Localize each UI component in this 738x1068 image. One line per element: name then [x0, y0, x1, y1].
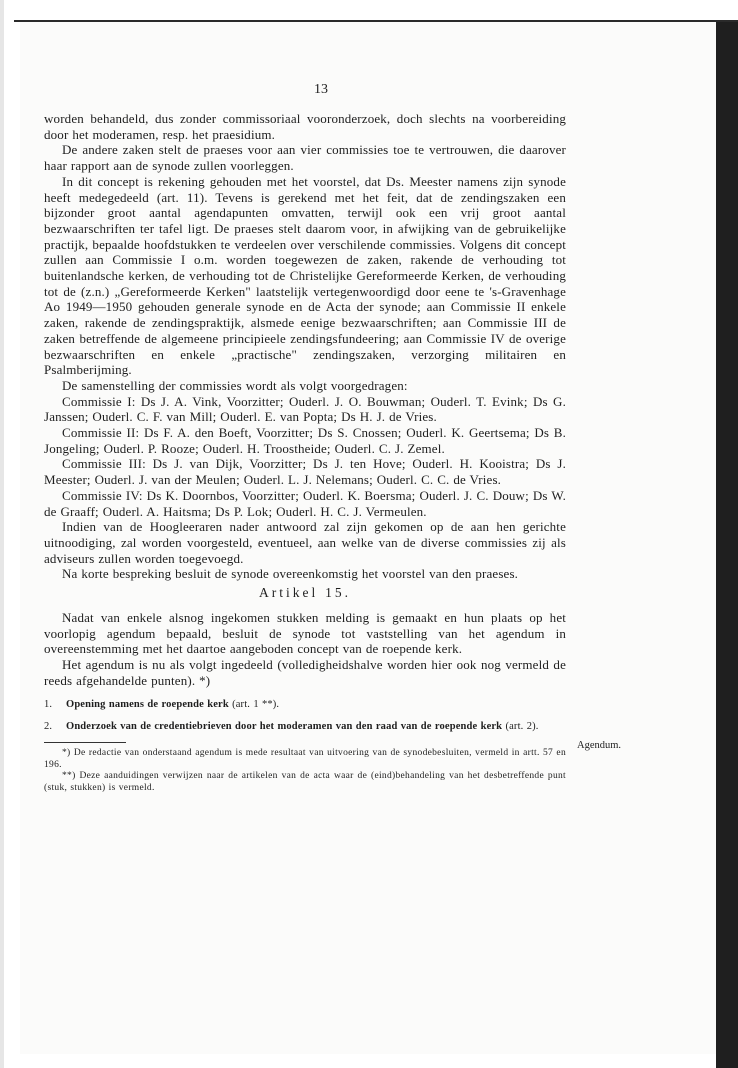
agenda-item-ref: (art. 1 **).	[232, 699, 280, 711]
commissie-paragraph: Commissie I: Ds J. A. Vink, Voorzitter; Ouderl. J. O. Bouwman; Ouderl. T. Evink; Ds G. Janssen; Ouderl. C. F. van Mill; Ouderl. E. van Popta; Ds H. J. de Vries.	[44, 393, 566, 425]
agenda-item-number: 2.	[44, 721, 53, 733]
commissie-paragraph: Commissie III: Ds J. van Dijk, Voorzitter; Ds J. ten Hove; Ouderl. H. Kooistra; Ds J. Meester; Ouderl. J. van der Meulen; Ouderl. L. J. Nelemans; Ouderl. C. C. de Vries.	[44, 456, 566, 488]
agenda-item-ref: (art. 2).	[505, 721, 539, 733]
article-paragraph: Het agendum is nu als volgt ingedeeld (volledigheidshalve worden hier ook nog vermeld de reeds afgehandelde punten). *)	[44, 656, 566, 688]
footnote: **) Deze aanduidingen verwijzen naar de artikelen van de acta waar de (eind)behandeling van het desbetreffende punt (stuk, stukken) is vermeld.	[44, 771, 566, 793]
margin-note: Agendum.	[577, 740, 622, 751]
paragraph: Na korte bespreking besluit de synode overeenkomstig het voorstel van den praeses.	[62, 566, 519, 582]
footnotes	[44, 748, 566, 794]
agenda-list	[44, 698, 566, 733]
scan-edge-right	[716, 22, 738, 1068]
page-body	[44, 111, 566, 794]
agenda-item-title: Onderzoek van de credentiebrieven door het moderamen van den raad van de roepende kerk	[66, 721, 503, 733]
page-number: 13	[314, 82, 328, 97]
article-paragraph: Nadat van enkele alsnog ingekomen stukken melding is gemaakt en hun plaats op het voorlopig agendum bepaald, besluit de synode tot vaststelling van het agendum in overeenstemming met het daartoe aangeboden concept van de roepende kerk.	[44, 609, 566, 657]
commissie-paragraph: Commissie IV: Ds K. Doornbos, Voorzitter; Ouderl. K. Boersma; Ouderl. J. C. Douw; Ds W. de Graaff; Ouderl. A. Haitsma; Ds P. Lok; Ouderl. H. C. J. Vermeulen.	[44, 487, 566, 519]
paragraph: worden behandeld, dus zonder commissoriaal vooronderzoek, doch slechts na voorbereiding door het moderamen, resp. het praesidium.	[44, 111, 566, 142]
paragraph: In dit concept is rekening gehouden met het voorstel, dat Ds. Meester namens zijn synode heeft medegedeeld (art. 11). Tevens is gerekend met het feit, dat de zendingszaken een bijzonder groot aantal agendapunten omvatten, terwijl ook een vrij groot aantal bezwaarschriften ter tafel ligt. De praeses stelt daarom voor, in afwijking van de gebruikelijke practijk, bepaalde hoofdstukken te verdeelen over verschilende commissies. Volgens dit concept zullen aan Commissie I o.m. worden toegewezen de zaken, rakende de verhouding tot buitenlandsche kerken, de verhouding tot de Christelijke Gereformeerde Kerken, de verhouding tot de (z.n.) „Gereformeerde Kerken" laatstelijk vertegenwoordigd door eene te 's-Gravenhage Ao 1949—1950 gehouden generale synode en de Acta der synode; aan Commissie II enkele zaken, rakende de zendingspraktijk, alsmede eenige bezwaarschriften; aan Commissie III de zaken betreffende de algemeene principieele zendingsfundeering; aan Commissie IV de overige bezwaarschriften en enkele „practische" zendingszaken, verzorging militairen en Psalmberijming.	[44, 173, 566, 378]
agenda-item	[44, 720, 566, 733]
paragraph: De andere zaken stelt de praeses voor aan vier commissies toe te vertrouwen, die daarover haar rapport aan de synode zullen voorleggen.	[44, 142, 566, 174]
article-heading: Artikel 15.	[259, 585, 351, 601]
agenda-item	[44, 698, 566, 711]
footnote-divider	[44, 742, 126, 743]
footnote: *) De redactie van onderstaand agendum is mede resultaat van uitvoering van de synodebesluiten, vermeld in artt. 57 en 196.	[44, 748, 566, 770]
agenda-item-title: Opening namens de roepende kerk	[66, 699, 229, 711]
scan-edge-left	[0, 0, 4, 1068]
paragraph: De samenstelling der commissies wordt als volgt voorgedragen:	[62, 377, 408, 393]
agenda-item-number: 1.	[44, 699, 53, 711]
paragraph: Indien van de Hoogleeraren nader antwoord zal zijn gekomen op de aan hen gerichte uitnoodiging, zal worden voorgesteld, eventueel, aan welke van de diverse commissies zij als adviseurs zullen worden toegevoegd.	[44, 519, 566, 566]
commissie-paragraph: Commissie II: Ds F. A. den Boeft, Voorzitter; Ds S. Cnossen; Ouderl. K. Geertsema; Ds B. Jongeling; Ouderl. P. Rooze; Ouderl. H. Troostheide; Ouderl. C. J. Zemel.	[44, 425, 566, 456]
